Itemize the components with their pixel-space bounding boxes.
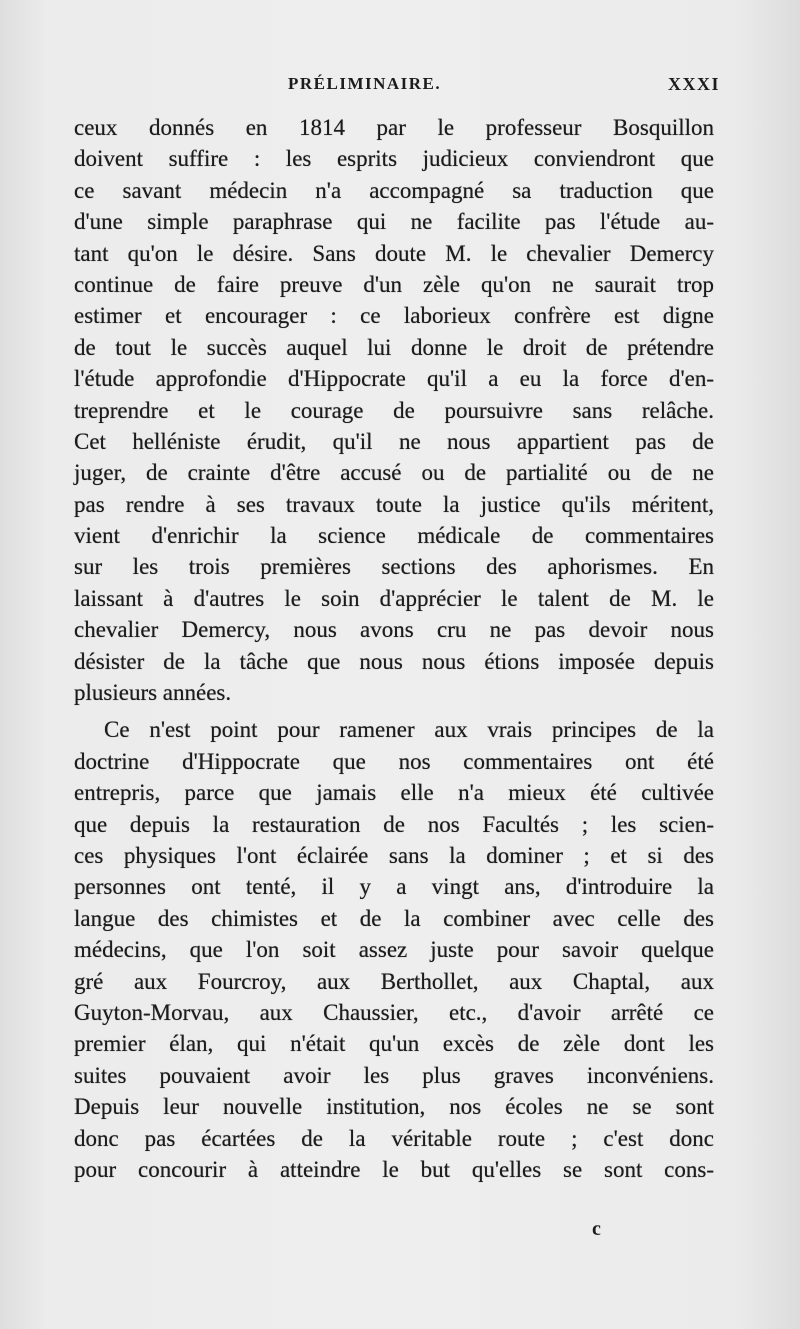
text-line: médecins, que l'on soit assez juste pour savoir quelque — [74, 937, 714, 963]
text-line: donc pas écartées de la véritable route ; c'est donc — [74, 1125, 714, 1151]
text-line: ce savant médecin n'a accompagné sa traduction que — [74, 177, 714, 203]
text-line: gré aux Fourcroy, aux Berthollet, aux Chaptal, aux — [74, 968, 714, 994]
text-line: Ce n'est point pour ramener aux vrais principes de la — [104, 717, 714, 743]
text-line: premier élan, qui n'était qu'un excès de zèle dont les — [74, 1031, 714, 1057]
page-number: XXXI — [667, 74, 720, 94]
text-line: ces physiques l'ont éclairée sans la dominer ; et si des — [74, 842, 714, 868]
text-line: entrepris, parce que jamais elle n'a mieux été cultivée — [74, 780, 714, 806]
text-line: l'étude approfondie d'Hippocrate qu'il a eu la force d'en- — [74, 366, 714, 392]
text-line: langue des chimistes et de la combiner avec celle des — [74, 905, 714, 931]
text-line: laissant à d'autres le soin d'apprécier le talent de M. le — [74, 585, 714, 611]
text-line: désister de la tâche que nous nous étions imposée depuis — [74, 648, 714, 674]
text-line: de tout le succès auquel lui donne le droit de prétendre — [74, 334, 714, 360]
text-line: treprendre et le courage de poursuivre sans relâche. — [74, 397, 714, 423]
text-line: Guyton-Morvau, aux Chaussier, etc., d'avoir arrêté ce — [74, 999, 714, 1025]
text-line: estimer et encourager : ce laborieux confrère est digne — [74, 303, 714, 329]
text-line: Depuis leur nouvelle institution, nos écoles ne se sont — [74, 1094, 714, 1120]
text-line: juger, de crainte d'être accusé ou de partialité ou de ne — [74, 460, 714, 486]
text-line: doivent suffire : les esprits judicieux conviendront que — [74, 146, 714, 172]
text-line: vient d'enrichir la science médicale de commentaires — [74, 523, 714, 549]
body-text — [74, 112, 714, 1185]
text-line: chevalier Demercy, nous avons cru ne pas devoir nous — [74, 617, 714, 643]
signature-mark: c — [592, 1218, 601, 1240]
text-line: tant qu'on le désire. Sans doute M. le chevalier Demercy — [74, 240, 714, 266]
text-line: plusieurs années. — [74, 680, 232, 706]
text-line: personnes ont tenté, il y a vingt ans, d'introduire la — [74, 874, 714, 900]
page-header — [78, 74, 720, 102]
text-line: pas rendre à ses travaux toute la justice qu'ils méritent, — [74, 491, 714, 517]
text-line: continue de faire preuve d'un zèle qu'on ne saurait trop — [74, 271, 714, 297]
text-line: que depuis la restauration de nos Facultés ; les scien- — [74, 811, 714, 837]
text-line: d'une simple paraphrase qui ne facilite pas l'étude au- — [74, 209, 714, 235]
text-line: ceux donnés en 1814 par le professeur Bosquillon — [74, 115, 714, 140]
text-line: sur les trois premières sections des aphorismes. En — [74, 554, 714, 580]
text-line: suites pouvaient avoir les plus graves inconvéniens. — [74, 1062, 714, 1088]
text-line: pour concourir à atteindre le but qu'elles se sont cons- — [74, 1156, 714, 1182]
text-line: doctrine d'Hippocrate que nos commentaires ont été — [74, 748, 714, 774]
text-line: Cet helléniste érudit, qu'il ne nous appartient pas de — [74, 428, 714, 454]
running-head: PRÉLIMINAIRE. — [288, 74, 442, 93]
